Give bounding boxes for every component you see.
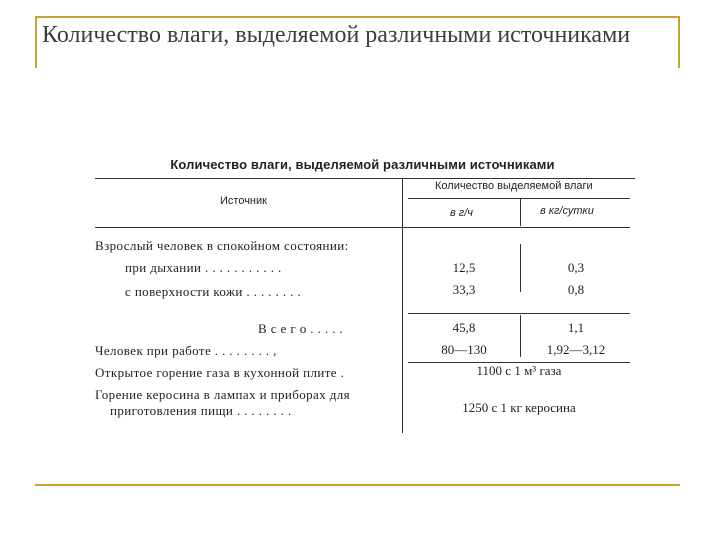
header-moisture-group: Количество выделяемой влаги <box>435 180 593 192</box>
value-kg-day: 0,8 <box>567 282 585 297</box>
value-gh: 12,5 <box>452 260 476 275</box>
value-gh: 45,8 <box>452 320 476 335</box>
table-top-rule <box>95 178 635 179</box>
row-label: Горение керосина в лампах и приборах для <box>95 387 351 402</box>
row-label: Открытое горение газа в кухонной плите . <box>95 365 345 380</box>
value-gh: 33,3 <box>452 282 476 297</box>
frame-bottom-line <box>35 484 680 486</box>
row-label: В с е г о . . . . . <box>258 321 344 336</box>
header-source: Источник <box>220 195 267 207</box>
header-bottom-rule <box>95 227 630 228</box>
source-column-divider <box>402 178 403 433</box>
total-rule <box>408 313 630 314</box>
frame-top-line <box>35 16 680 18</box>
header-mid-rule <box>408 198 630 199</box>
frame-left-line <box>35 16 37 68</box>
row-label: с поверхности кожи . . . . . . . . <box>125 284 302 299</box>
value-kg-day: 0,3 <box>567 260 585 275</box>
value-gh: 80—130 <box>441 342 487 357</box>
value-kerosene: 1250 с 1 кг керосина <box>462 400 576 415</box>
row-label: Взрослый человек в спокойном состоянии: <box>95 238 349 253</box>
value-gas: 1100 с 1 м³ газа <box>476 363 562 378</box>
moisture-table <box>90 150 635 435</box>
row-label: Человек при работе . . . . . . . . , <box>95 343 277 358</box>
table-caption: Количество влаги, выделяемой различными источниками <box>170 157 555 172</box>
slide-title: Количество влаги, выделяемой различными источниками <box>42 22 631 48</box>
header-unit-kg-day: в кг/сутки <box>540 205 594 217</box>
value-kg-day: 1,92—3,12 <box>546 342 606 357</box>
header-unit-gh: в г/ч <box>450 207 473 219</box>
frame-right-line <box>678 16 680 68</box>
row-label: при дыхании . . . . . . . . . . . <box>125 260 282 275</box>
header-unit-divider <box>520 198 521 226</box>
value-kg-day: 1,1 <box>567 320 585 335</box>
row-label: приготовления пищи . . . . . . . . <box>110 403 292 418</box>
